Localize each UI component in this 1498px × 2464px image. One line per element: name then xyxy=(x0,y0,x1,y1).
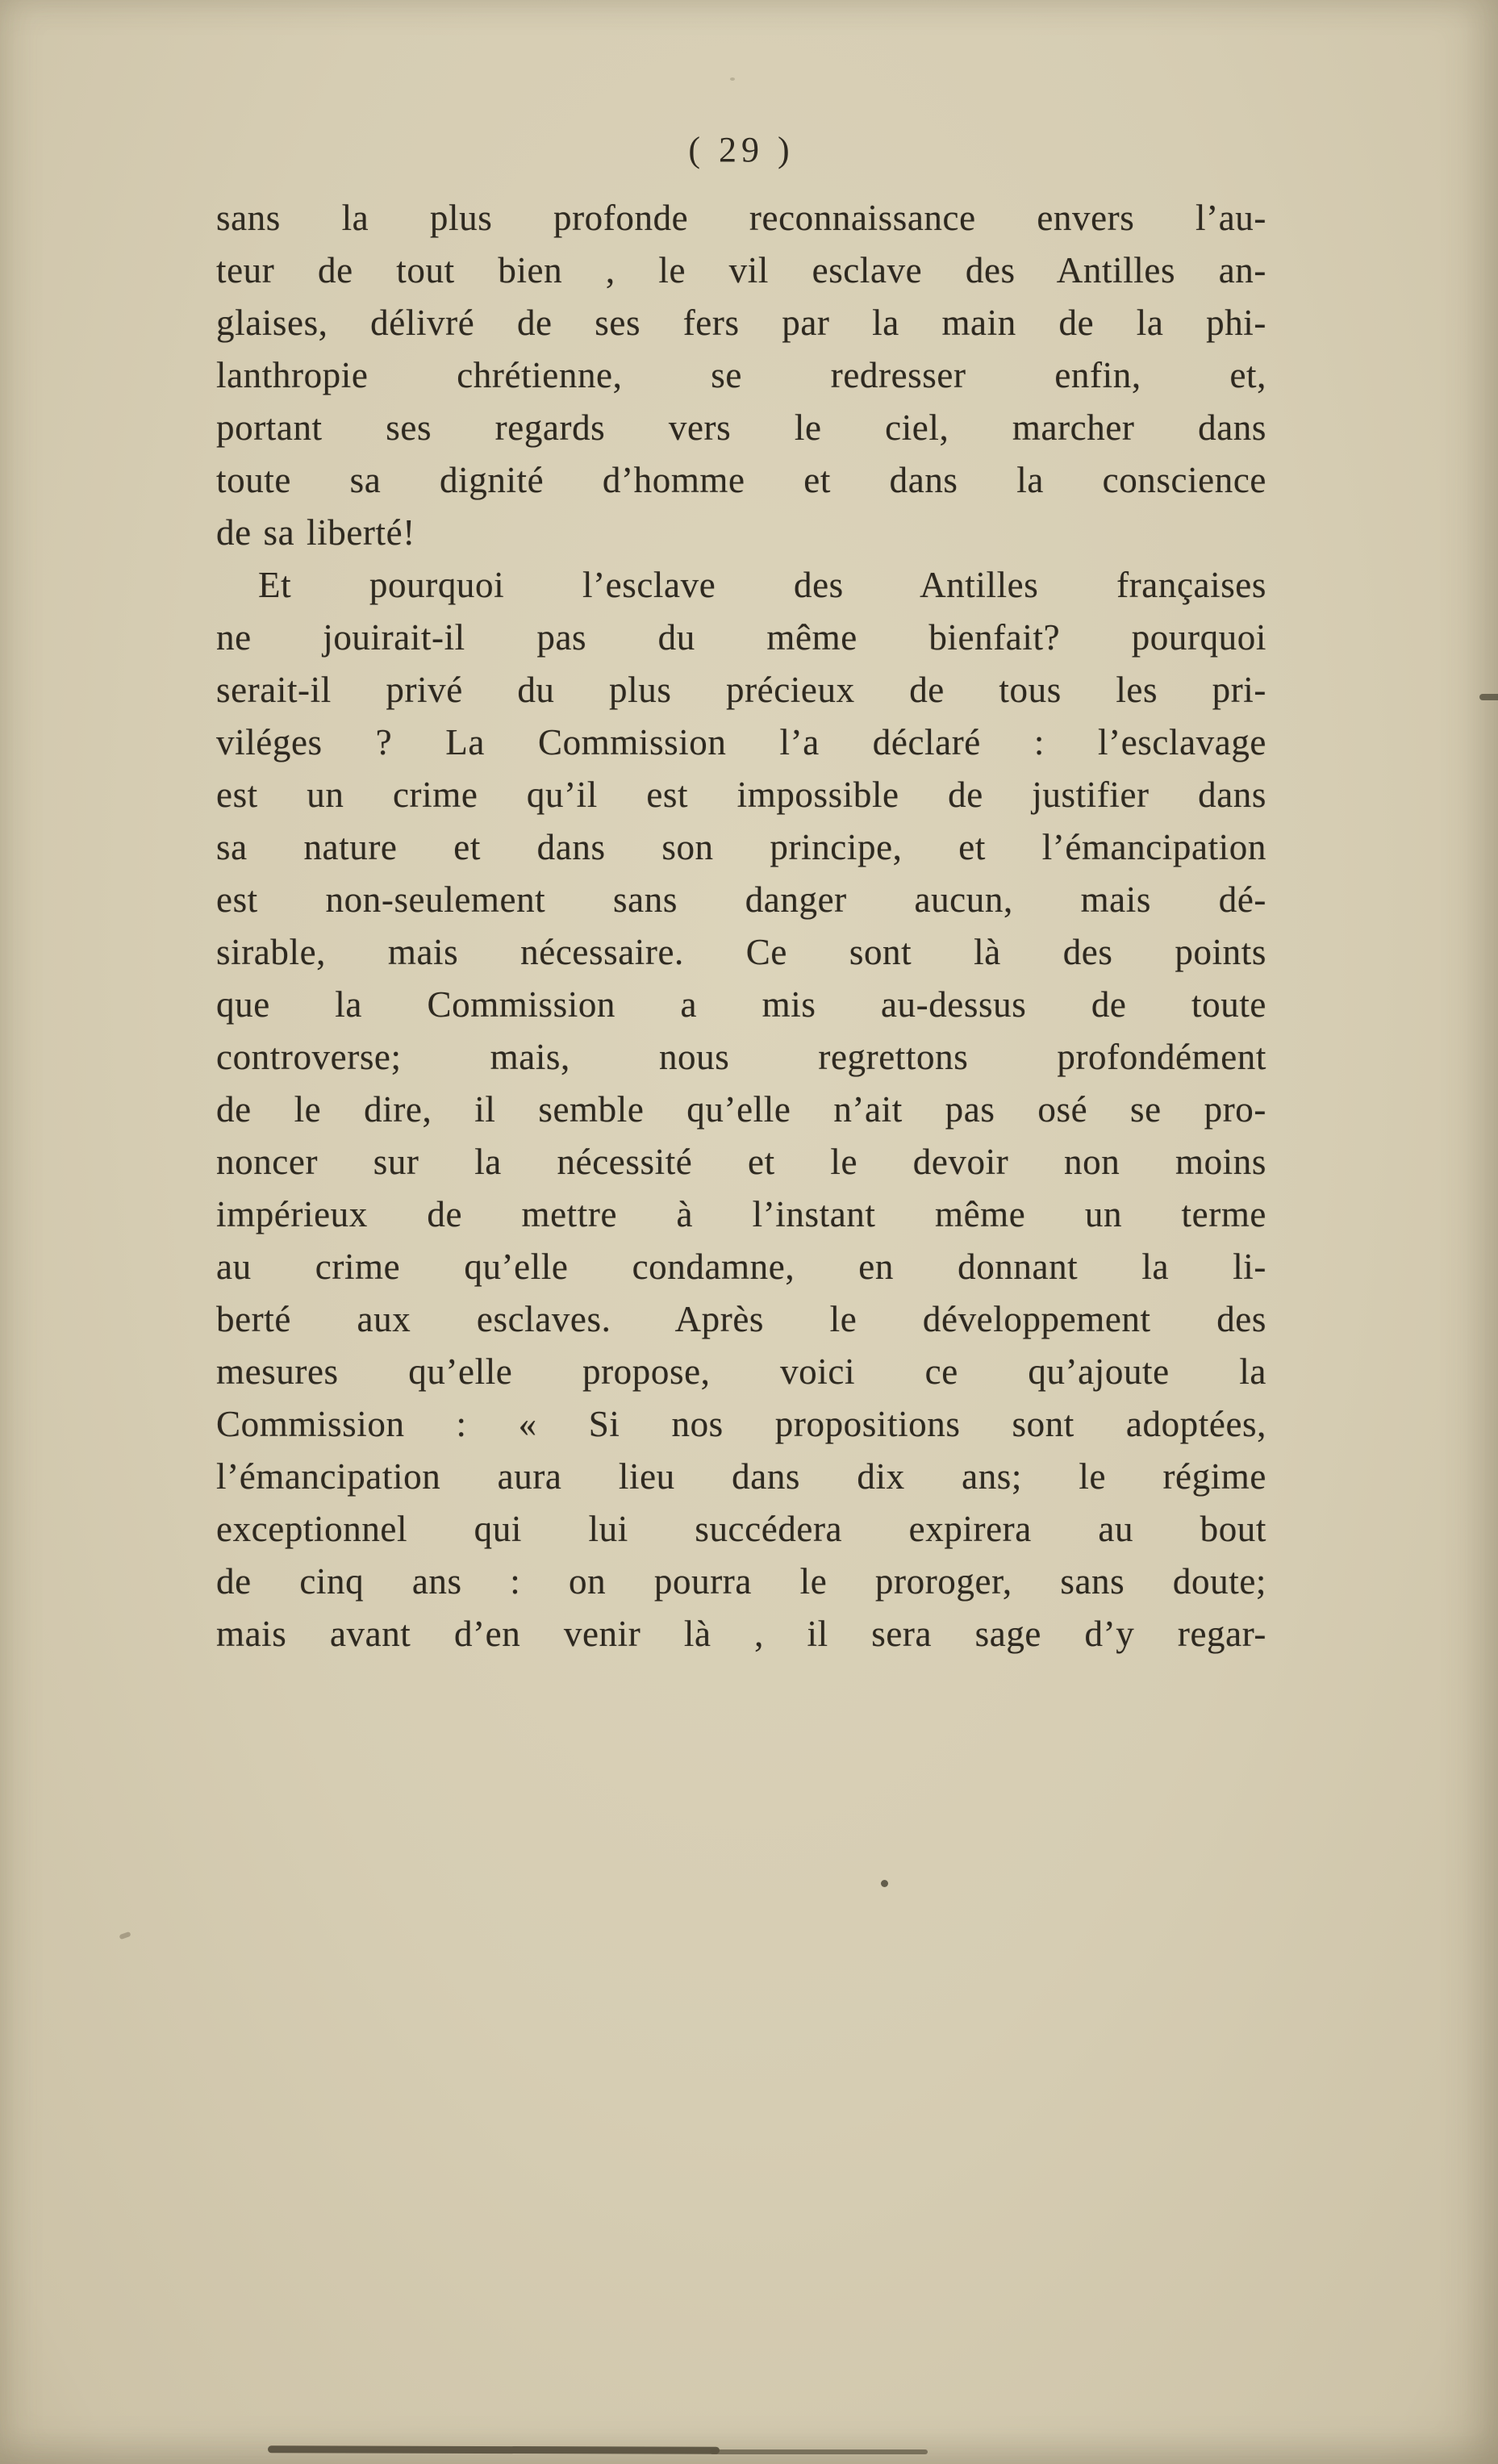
text-line: portant ses regards vers le ciel, marcher dans xyxy=(216,407,1266,448)
paragraph-2 xyxy=(216,559,1266,1660)
text-line: lanthropie chrétienne, se redresser enfin, et, xyxy=(216,355,1266,395)
text-line: controverse; mais, nous regrettons profondément xyxy=(216,1037,1266,1077)
text-line: est un crime qu’il est impossible de justifier dans xyxy=(216,775,1266,815)
scan-speck xyxy=(730,77,735,81)
paragraph-1 xyxy=(216,192,1266,559)
text-line: sa nature et dans son principe, et l’émancipation xyxy=(216,827,1266,867)
text-line: Et pourquoi l’esclave des Antilles françaises xyxy=(258,565,1266,605)
text-line: de cinq ans : on pourra le proroger, sans doute; xyxy=(216,1561,1266,1602)
text-line: de le dire, il semble qu’elle n’ait pas osé se pro- xyxy=(216,1089,1266,1130)
scan-edge-shadow xyxy=(268,2445,720,2454)
text-line: l’émancipation aura lieu dans dix ans; le régime xyxy=(216,1456,1266,1497)
text-line: de sa liberté! xyxy=(216,512,415,553)
text-line: teur de tout bien , le vil esclave des Antilles an- xyxy=(216,250,1266,290)
text-line: berté aux esclaves. Après le développement des xyxy=(216,1299,1266,1339)
text-line: sirable, mais nécessaire. Ce sont là des points xyxy=(216,932,1266,972)
text-line: exceptionnel qui lui succédera expirera au bout xyxy=(216,1509,1266,1549)
text-line: glaises, délivré de ses fers par la main de la phi- xyxy=(216,303,1266,343)
text-line: serait-il privé du plus précieux de tous les pri- xyxy=(216,670,1266,710)
text-block xyxy=(216,192,1266,1660)
text-line: que la Commission a mis au-dessus de toute xyxy=(216,984,1266,1025)
text-line: viléges ? La Commission l’a déclaré : l’esclavage xyxy=(216,722,1266,762)
scan-margin-tick xyxy=(1479,694,1498,700)
text-line: ne jouirait-il pas du même bienfait? pourquoi xyxy=(216,617,1266,658)
text-line: mesures qu’elle propose, voici ce qu’ajoute la xyxy=(216,1351,1266,1392)
text-line: est non-seulement sans danger aucun, mais dé- xyxy=(216,879,1266,920)
page-number: ( 29 ) xyxy=(688,130,795,169)
scan-speck xyxy=(881,1880,888,1887)
text-line: au crime qu’elle condamne, en donnant la li- xyxy=(216,1247,1266,1287)
scan-edge-shadow xyxy=(710,2449,928,2454)
text-line: noncer sur la nécessité et le devoir non moins xyxy=(216,1142,1266,1182)
text-line: impérieux de mettre à l’instant même un terme xyxy=(216,1194,1266,1234)
scan-speck xyxy=(119,1932,131,1940)
text-line: sans la plus profonde reconnaissance envers l’au- xyxy=(216,198,1266,238)
text-line: mais avant d’en venir là , il sera sage d’y regar- xyxy=(216,1614,1266,1654)
text-line: toute sa dignité d’homme et dans la conscience xyxy=(216,460,1266,500)
text-line: Commission : « Si nos propositions sont adoptées, xyxy=(216,1404,1266,1444)
